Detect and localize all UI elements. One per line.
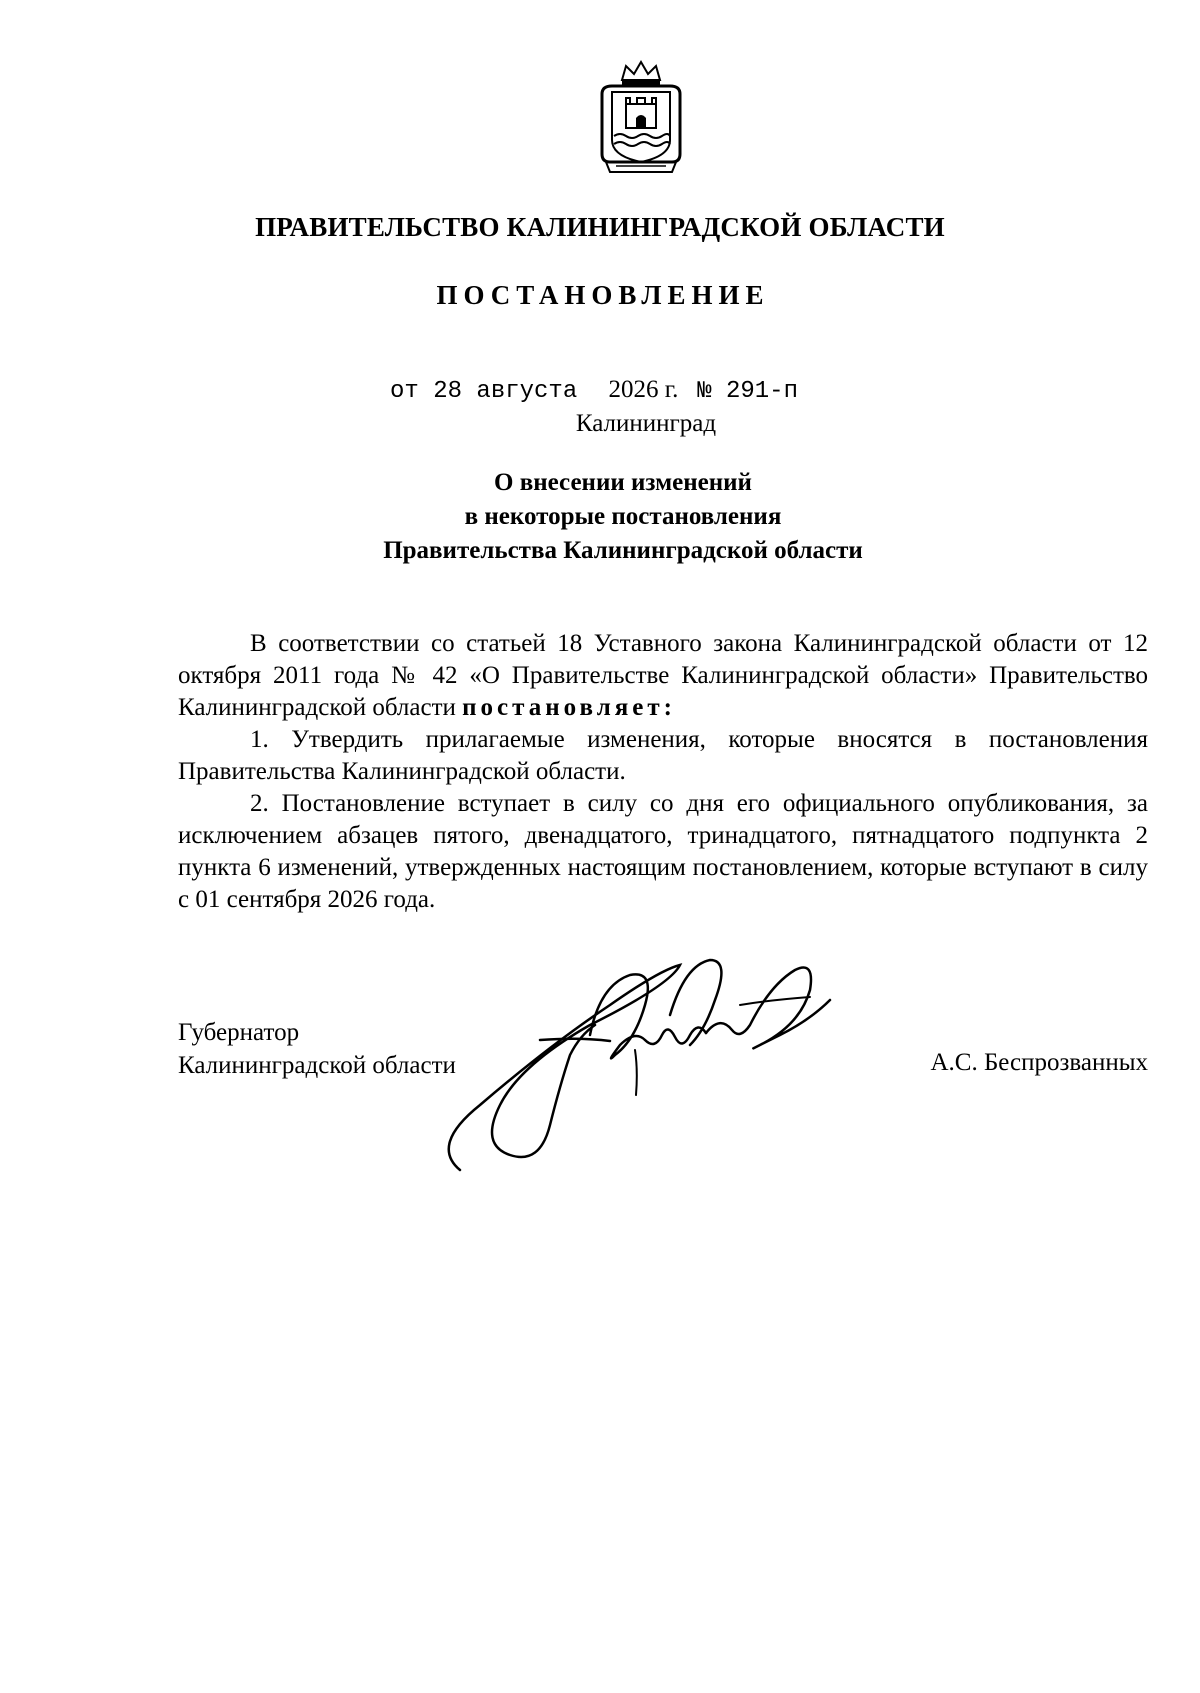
body-intro-paragraph bbox=[178, 628, 1148, 724]
organization-title: ПРАВИТЕЛЬСТВО КАЛИНИНГРАДСКОЙ ОБЛАСТИ bbox=[255, 212, 945, 242]
subject-line: О внесении изменений bbox=[494, 469, 752, 496]
document-date: от 28 августа bbox=[390, 378, 578, 405]
document-year: 2026 г. bbox=[608, 376, 679, 403]
document-subject bbox=[0, 466, 1200, 568]
document-body bbox=[178, 628, 1148, 916]
signatory-name: А.С. Беспрозванных bbox=[930, 1049, 1148, 1076]
signatory-position-line: Калининградской области bbox=[178, 1052, 456, 1079]
body-item-2: 2. Постановление вступает в силу со дня его официального опубликования, за исключением абзацев пятого, двенадцатого, тринадцатого, пятнадцатого подпункта 2 пункта 6 изменений, утвержденных настоящим постановлением, которые вступают в силу с 01 сентября 2026 года. bbox=[178, 790, 1148, 913]
document-type-title: ПОСТАНОВЛЕНИЕ bbox=[436, 280, 770, 310]
body-item-1: 1. Утвердить прилагаемые изменения, которые вносятся в постановления Правительства Калининградской области. bbox=[178, 726, 1148, 785]
decree-word: постановляет: bbox=[462, 694, 676, 721]
document-date-number bbox=[390, 376, 798, 405]
document-city: Калининград bbox=[575, 410, 717, 437]
coat-of-arms-emblem-icon bbox=[592, 58, 690, 176]
body-intro-text: В соответствии со статьей 18 Уставного закона Калининградской области от 12 октября 2011 года № 42 «О Правительстве Калининградской области» Правительство Калининградской области bbox=[178, 630, 1148, 721]
signatory-position-line: Губернатор bbox=[178, 1019, 300, 1046]
handwritten-signature-icon bbox=[440, 945, 920, 1175]
signatory-position bbox=[178, 1016, 456, 1082]
subject-line: Правительства Калининградской области bbox=[383, 537, 863, 564]
subject-line: в некоторые постановления bbox=[464, 503, 782, 530]
document-number: № 291-п bbox=[697, 378, 798, 405]
